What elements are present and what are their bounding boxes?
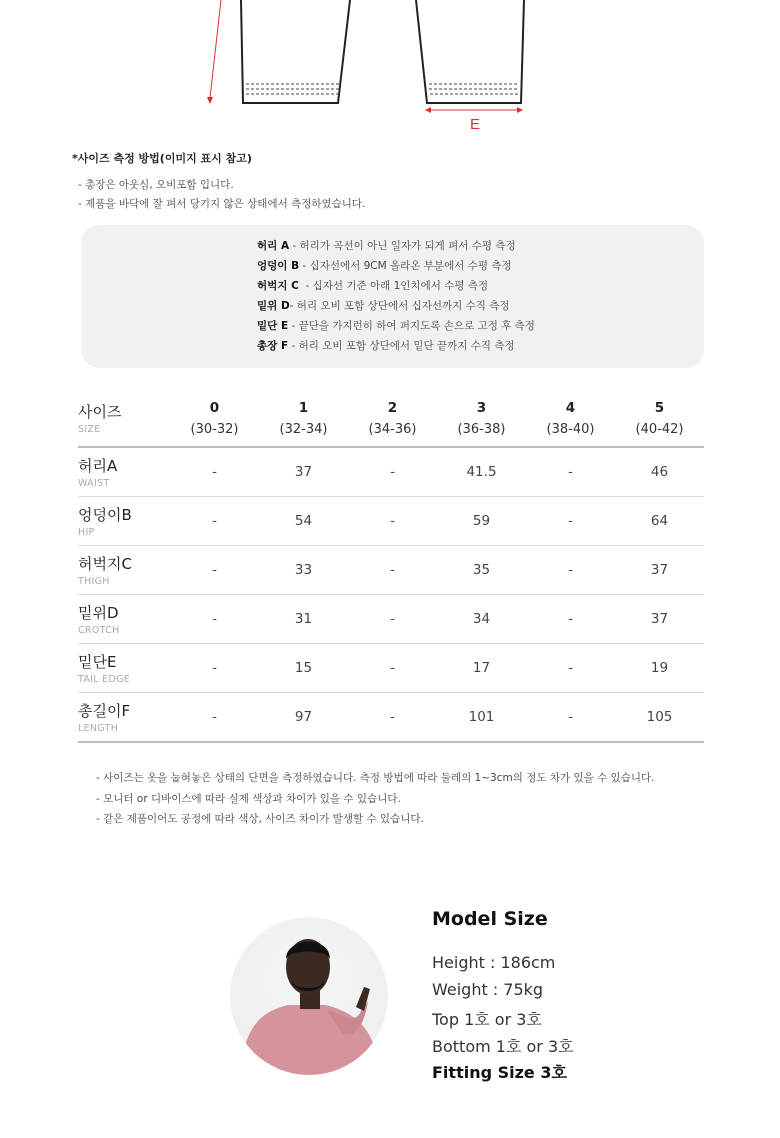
header-label-cell	[78, 390, 170, 447]
table-cell: 64	[615, 497, 704, 546]
table-cell: -	[170, 644, 259, 693]
measure-method-title: *사이즈 측정 방법(이미지 표시 참고)	[72, 152, 252, 165]
row-label-ko: 허벅지C	[78, 555, 132, 573]
guide-line-length: 총장 F - 허리 오비 포함 상단에서 밑단 끝까지 수직 측정	[257, 340, 515, 352]
table-cell: -	[348, 595, 437, 644]
guide-line-tail-edge: 밑단 E - 끝단을 가지런히 하여 퍼지도록 손으로 고정 후 측정	[257, 320, 535, 332]
size-col-2: 2 (34-36)	[348, 390, 437, 447]
size-note: - 사이즈는 옷을 눕혀놓은 상태의 단면을 측정하였습니다. 측정 방법에 따라 둘레의 1~3cm의 정도 차가 있을 수 있습니다.	[96, 772, 655, 784]
table-cell: -	[348, 693, 437, 743]
table-cell: 33	[259, 546, 348, 595]
model-size-title: Model Size	[432, 908, 548, 930]
tail-edge-arrow-e	[425, 107, 523, 133]
table-cell: 37	[259, 447, 348, 497]
table-cell: 15	[259, 644, 348, 693]
pants-diagram	[0, 0, 780, 140]
size-table-header	[78, 390, 704, 447]
table-row	[78, 497, 704, 546]
guide-line-hip: 엉덩이 B - 십자선에서 9CM 올라온 부분에서 수평 측정	[257, 260, 512, 272]
table-cell: 41.5	[437, 447, 526, 497]
pants-left-leg	[241, 0, 350, 103]
table-row	[78, 447, 704, 497]
pants-right-leg	[416, 0, 524, 103]
model-bottom-size: Bottom 1호 or 3호	[432, 1037, 574, 1056]
table-row	[78, 546, 704, 595]
header-label-ko: 사이즈	[78, 403, 122, 421]
table-cell: 59	[437, 497, 526, 546]
table-cell: 31	[259, 595, 348, 644]
row-label-ko: 밑위D	[78, 604, 119, 622]
table-cell: 105	[615, 693, 704, 743]
row-label-en: THIGH	[78, 576, 110, 587]
letter-e: E	[470, 116, 481, 133]
model-fitting-size: Fitting Size 3호	[432, 1063, 567, 1082]
row-label-cell	[78, 693, 170, 743]
guide-line-crotch: 밑위 D- 허리 오비 포함 상단에서 십자선까지 수직 측정	[257, 300, 510, 312]
model-illustration	[230, 917, 388, 1075]
size-col-3: 3 (36-38)	[437, 390, 526, 447]
model-height: Height : 186cm	[432, 953, 556, 972]
method-note: - 총장은 아웃심, 오비포함 입니다.	[78, 179, 234, 191]
table-cell: 37	[615, 595, 704, 644]
row-label-cell	[78, 644, 170, 693]
guide-line-waist: 허리 A - 허리가 곡선이 아닌 일자가 되게 펴서 수평 측정	[257, 240, 516, 252]
model-photo	[230, 917, 388, 1075]
size-col-4: 4 (38-40)	[526, 390, 615, 447]
table-cell: -	[526, 447, 615, 497]
table-cell: 19	[615, 644, 704, 693]
row-label-en: HIP	[78, 527, 95, 538]
row-label-cell	[78, 546, 170, 595]
table-cell: 101	[437, 693, 526, 743]
row-label-ko: 엉덩이B	[78, 506, 132, 524]
table-cell: -	[526, 497, 615, 546]
length-arrow-f	[207, 0, 221, 104]
size-col-0: 0 (30-32)	[170, 390, 259, 447]
table-cell: -	[526, 595, 615, 644]
table-cell: -	[348, 644, 437, 693]
table-cell: 54	[259, 497, 348, 546]
method-note: - 제품을 바닥에 잘 펴서 당기지 않은 상태에서 측정하였습니다.	[78, 198, 366, 210]
table-cell: 34	[437, 595, 526, 644]
table-cell: 37	[615, 546, 704, 595]
model-weight: Weight : 75kg	[432, 980, 544, 999]
model-top-size: Top 1호 or 3호	[432, 1010, 542, 1029]
table-cell: -	[170, 546, 259, 595]
table-cell: -	[348, 447, 437, 497]
table-cell: -	[526, 644, 615, 693]
row-label-cell	[78, 595, 170, 644]
guide-line-thigh: 허벅지 C - 십자선 기준 아래 1인치에서 수평 측정	[257, 280, 489, 292]
table-cell: 46	[615, 447, 704, 497]
size-table	[78, 390, 704, 743]
table-cell: -	[526, 546, 615, 595]
table-cell: 97	[259, 693, 348, 743]
table-cell: -	[170, 595, 259, 644]
table-cell: -	[348, 546, 437, 595]
row-label-cell	[78, 497, 170, 546]
size-col-1: 1 (32-34)	[259, 390, 348, 447]
color-note: - 모니터 or 디바이스에 따라 실제 색상과 차이가 있을 수 있습니다.	[96, 793, 401, 805]
table-cell: 17	[437, 644, 526, 693]
row-label-ko: 밑단E	[78, 653, 117, 671]
row-label-en: WAIST	[78, 478, 110, 489]
table-row	[78, 644, 704, 693]
row-label-en: CROTCH	[78, 625, 120, 636]
table-cell: -	[348, 497, 437, 546]
row-label-en: TAIL EDGE	[78, 674, 131, 685]
table-cell: 35	[437, 546, 526, 595]
row-label-cell	[78, 447, 170, 497]
table-row	[78, 693, 704, 743]
table-cell: -	[526, 693, 615, 743]
table-cell: -	[170, 497, 259, 546]
table-cell: -	[170, 447, 259, 497]
row-label-ko: 허리A	[78, 457, 118, 475]
table-cell: -	[170, 693, 259, 743]
row-label-en: LENGTH	[78, 723, 119, 734]
table-row	[78, 595, 704, 644]
header-label-en: SIZE	[78, 424, 101, 435]
size-col-5: 5 (40-42)	[615, 390, 704, 447]
row-label-ko: 총길이F	[78, 702, 131, 720]
process-note: - 같은 제품이어도 공정에 따라 색상, 사이즈 차이가 발생할 수 있습니다.	[96, 813, 424, 825]
